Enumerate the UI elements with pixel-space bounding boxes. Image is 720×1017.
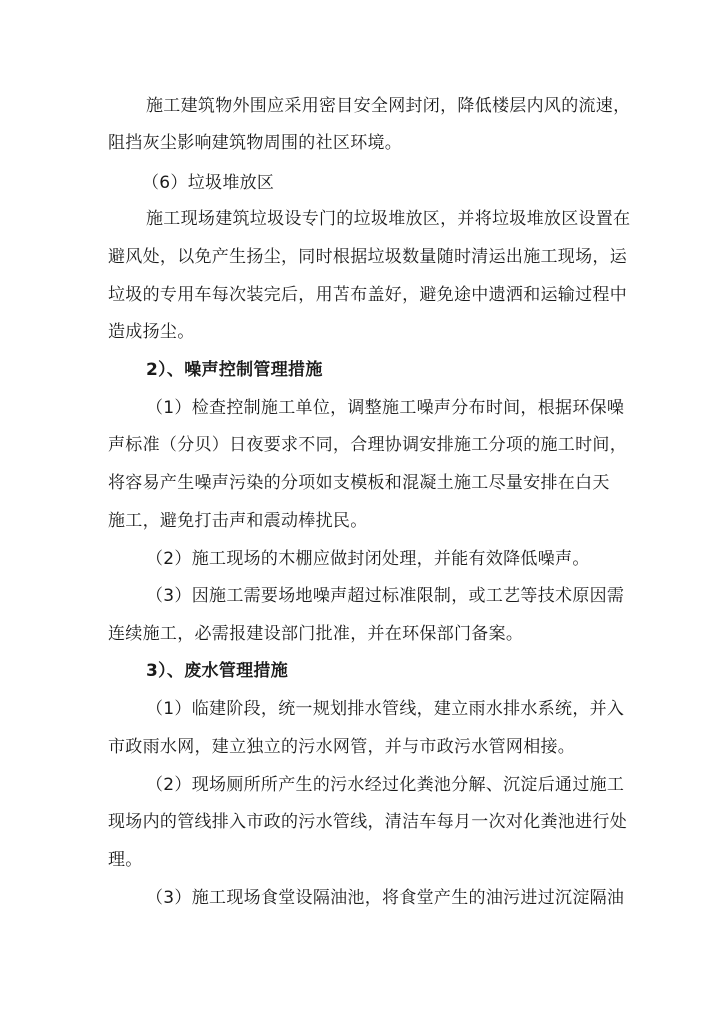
- noise-item3-line2: 连续施工，必需报建设部门批准，并在环保部门备案。: [108, 624, 524, 644]
- para2-line3: 垃圾的专用车每次装完后，用苫布盖好，避免途中遗洒和运输过程中: [108, 285, 627, 305]
- water-item2-line2: 现场内的管线排入市政的污水管线，清洁车每月一次对化粪池进行处: [108, 812, 627, 832]
- para1-line2: 阻挡灰尘影响建筑物周围的社区环境。: [108, 133, 403, 153]
- water-item1-line1: （1）临建阶段，统一规划排水管线，建立雨水排水系统，并入: [146, 699, 625, 719]
- section-heading-wastewater: 3）、废水管理措施: [146, 661, 289, 681]
- section-heading-noise: 2）、噪声控制管理措施: [146, 360, 323, 380]
- para2-line1: 施工现场建筑垃圾设专门的垃圾堆放区，并将垃圾堆放区设置在: [146, 209, 631, 229]
- noise-item3-line1: （3）因施工需要场地噪声超过标准限制，或工艺等技术原因需: [146, 586, 625, 606]
- noise-item1-line2: 声标准（分贝）日夜要求不同，合理协调安排施工分项的施工时间，: [108, 435, 627, 455]
- water-item2-line3: 理。: [108, 850, 143, 870]
- para2-line2: 避风处，以免产生扬尘，同时根据垃圾数量随时清运出施工现场，运: [108, 247, 627, 267]
- water-item3-line1: （3）施工现场食堂设隔油池，将食堂产生的油污进过沉淀隔油: [146, 888, 625, 908]
- noise-item1-line4: 施工，避免打击声和震动棒扰民。: [108, 511, 368, 531]
- noise-item2: （2）施工现场的木棚应做封闭处理，并能有效降低噪声。: [146, 549, 590, 569]
- para2-line4: 造成扬尘。: [108, 322, 195, 342]
- noise-item1-line3: 将容易产生噪声污染的分项如支模板和混凝土施工尽量安排在白天: [108, 473, 610, 493]
- heading-garbage-area: （6）垃圾堆放区: [142, 173, 275, 193]
- water-item2-line1: （2）现场厕所所产生的污水经过化粪池分解、沉淀后通过施工: [146, 775, 625, 795]
- para1-line1: 施工建筑物外围应采用密目安全网封闭，降低楼层内风的流速，: [146, 96, 631, 116]
- noise-item1-line1: （1）检查控制施工单位，调整施工噪声分布时间，根据环保噪: [146, 398, 625, 418]
- water-item1-line2: 市政雨水网，建立独立的污水网管，并与市政污水管网相接。: [108, 737, 576, 757]
